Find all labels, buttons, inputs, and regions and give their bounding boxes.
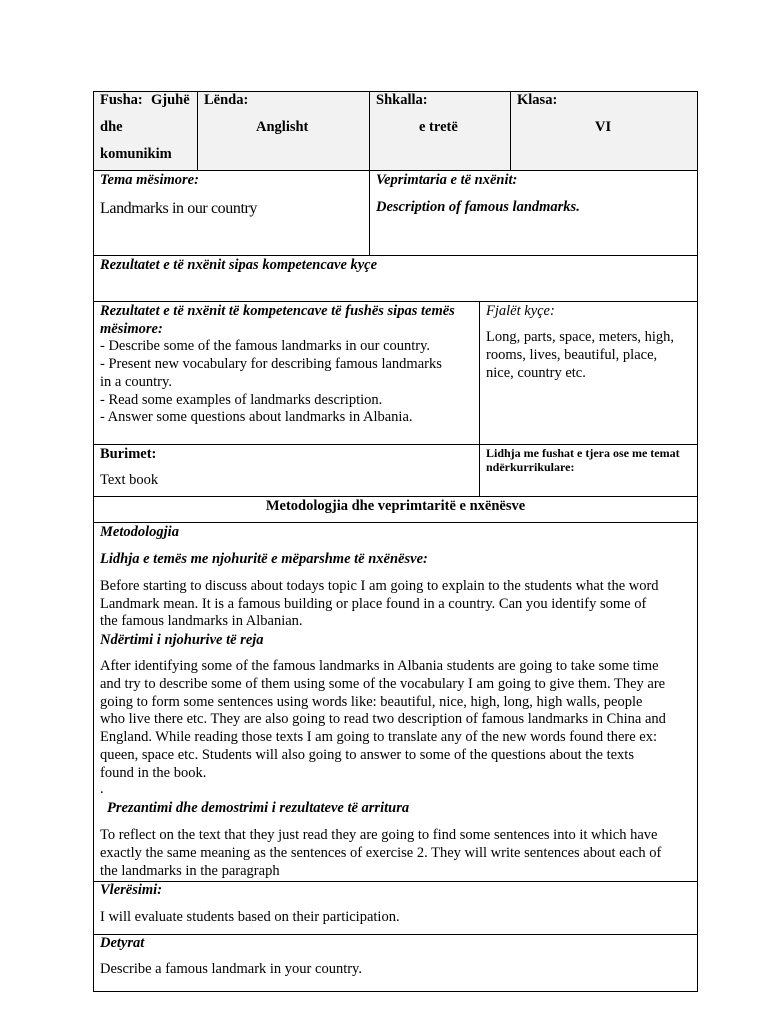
list-item: in a country.: [100, 373, 172, 390]
paragraph-line: Landmark mean. It is a famous building or place found in a country. Can you identify some of: [100, 596, 647, 612]
lidhja-fushat-label: ndërkurrikulare:: [486, 460, 575, 474]
paragraph-line: After identifying some of the famous landmarks in Albania students are going to take some time: [100, 658, 659, 674]
paragraph-line: .: [100, 781, 104, 797]
klasa-value: VI: [595, 119, 612, 135]
tema-label: Tema mësimore:: [100, 172, 199, 188]
paragraph-line: going to form some sentences using words like: beautiful, nice, high, long, high walls, people: [100, 694, 643, 710]
fjalet-line: nice, country etc.: [486, 365, 586, 381]
vleresimi-label: Vlerësimi:: [100, 882, 163, 898]
rezultatet-fushes-label: Rezultatet e të nxënit të kompetencave të fushës sipas temës: [100, 303, 455, 319]
column-divider: [510, 91, 511, 170]
row-divider: [93, 934, 698, 935]
fjalet-label: Fjalët kyçe:: [486, 303, 555, 319]
paragraph-line: the famous landmarks in Albanian.: [100, 613, 303, 629]
fusha-value: komunikim: [100, 146, 172, 162]
burimet-value: Text book: [100, 472, 159, 488]
veprimtaria-value: Description of famous landmarks.: [376, 199, 580, 215]
lidhja-label: Lidhja e temës me njohuritë e mëparshme të nxënësve:: [100, 551, 428, 567]
row-divider: [93, 301, 698, 302]
paragraph-line: and try to describe some of them using some of the vocabulary I am going to give them. They are: [100, 676, 666, 692]
row-divider: [93, 881, 698, 882]
veprimtaria-label: Veprimtaria e të nxënit:: [376, 172, 518, 188]
column-divider: [369, 91, 370, 255]
list-item: - Answer some questions about landmarks in Albania.: [100, 409, 413, 425]
fusha-label: Fusha:: [100, 92, 143, 108]
list-item: - Present new vocabulary for describing famous landmarks: [100, 356, 442, 372]
shkalla-value: e tretë: [419, 119, 458, 135]
paragraph-line: exactly the same meaning as the sentences of exercise 2. They will write sentences about each of: [100, 845, 662, 861]
vleresimi-value: I will evaluate students based on their participation.: [100, 909, 400, 925]
prezantimi-label: Prezantimi dhe demostrimi i rezultateve të arritura: [107, 800, 410, 816]
row-divider: [93, 255, 698, 256]
paragraph-line: queen, space etc. Students will also going to answer to some of the questions about the texts: [100, 747, 634, 763]
detyrat-value: Describe a famous landmark in your country.: [100, 961, 362, 977]
fjalet-line: rooms, lives, beautiful, place,: [486, 347, 658, 363]
row-divider: [93, 496, 698, 497]
fusha-value: Gjuhë: [151, 92, 190, 108]
row-divider: [93, 522, 698, 523]
row-divider: [93, 444, 698, 445]
section-title: Metodologjia dhe veprimtaritë e nxënësve: [265, 498, 526, 514]
tema-value: Landmarks in our country: [100, 200, 258, 217]
shkalla-label: Shkalla:: [376, 92, 428, 108]
paragraph-line: England. While reading those texts I am going to translate any of the new words found there ex:: [100, 729, 658, 745]
lidhja-fushat-label: Lidhja me fushat e tjera ose me temat: [486, 446, 680, 460]
column-divider: [197, 91, 198, 170]
paragraph-line: To reflect on the text that they just read they are going to find some sentences into it which have: [100, 827, 658, 843]
row-divider: [93, 170, 698, 171]
lenda-value: Anglisht: [256, 119, 309, 135]
detyrat-label: Detyrat: [100, 935, 145, 951]
list-item: - Read some examples of landmarks description.: [100, 391, 383, 408]
rezultatet-kyce-label: Rezultatet e të nxënit sipas kompetencave kyçe: [100, 257, 378, 273]
metodologjia-label: Metodologjia: [100, 524, 179, 540]
list-item: - Describe some of the famous landmarks in our country.: [100, 338, 431, 354]
paragraph-line: Before starting to discuss about todays topic I am going to explain to the students what the word: [100, 578, 659, 594]
fjalet-line: Long, parts, space, meters, high,: [486, 329, 675, 345]
paragraph-line: found in the book.: [100, 765, 207, 781]
lenda-label: Lënda:: [204, 92, 249, 108]
column-divider: [479, 301, 480, 496]
ndertimi-label: Ndërtimi i njohurive të reja: [100, 632, 264, 648]
paragraph-line: who live there etc. They are also going to read two description of famous landmarks in China and: [100, 711, 666, 727]
paragraph-line: the landmarks in the paragraph: [100, 863, 280, 879]
fusha-value: dhe: [100, 119, 123, 135]
burimet-label: Burimet:: [100, 446, 157, 462]
rezultatet-fushes-label: mësimore:: [100, 320, 163, 337]
klasa-label: Klasa:: [517, 92, 558, 108]
